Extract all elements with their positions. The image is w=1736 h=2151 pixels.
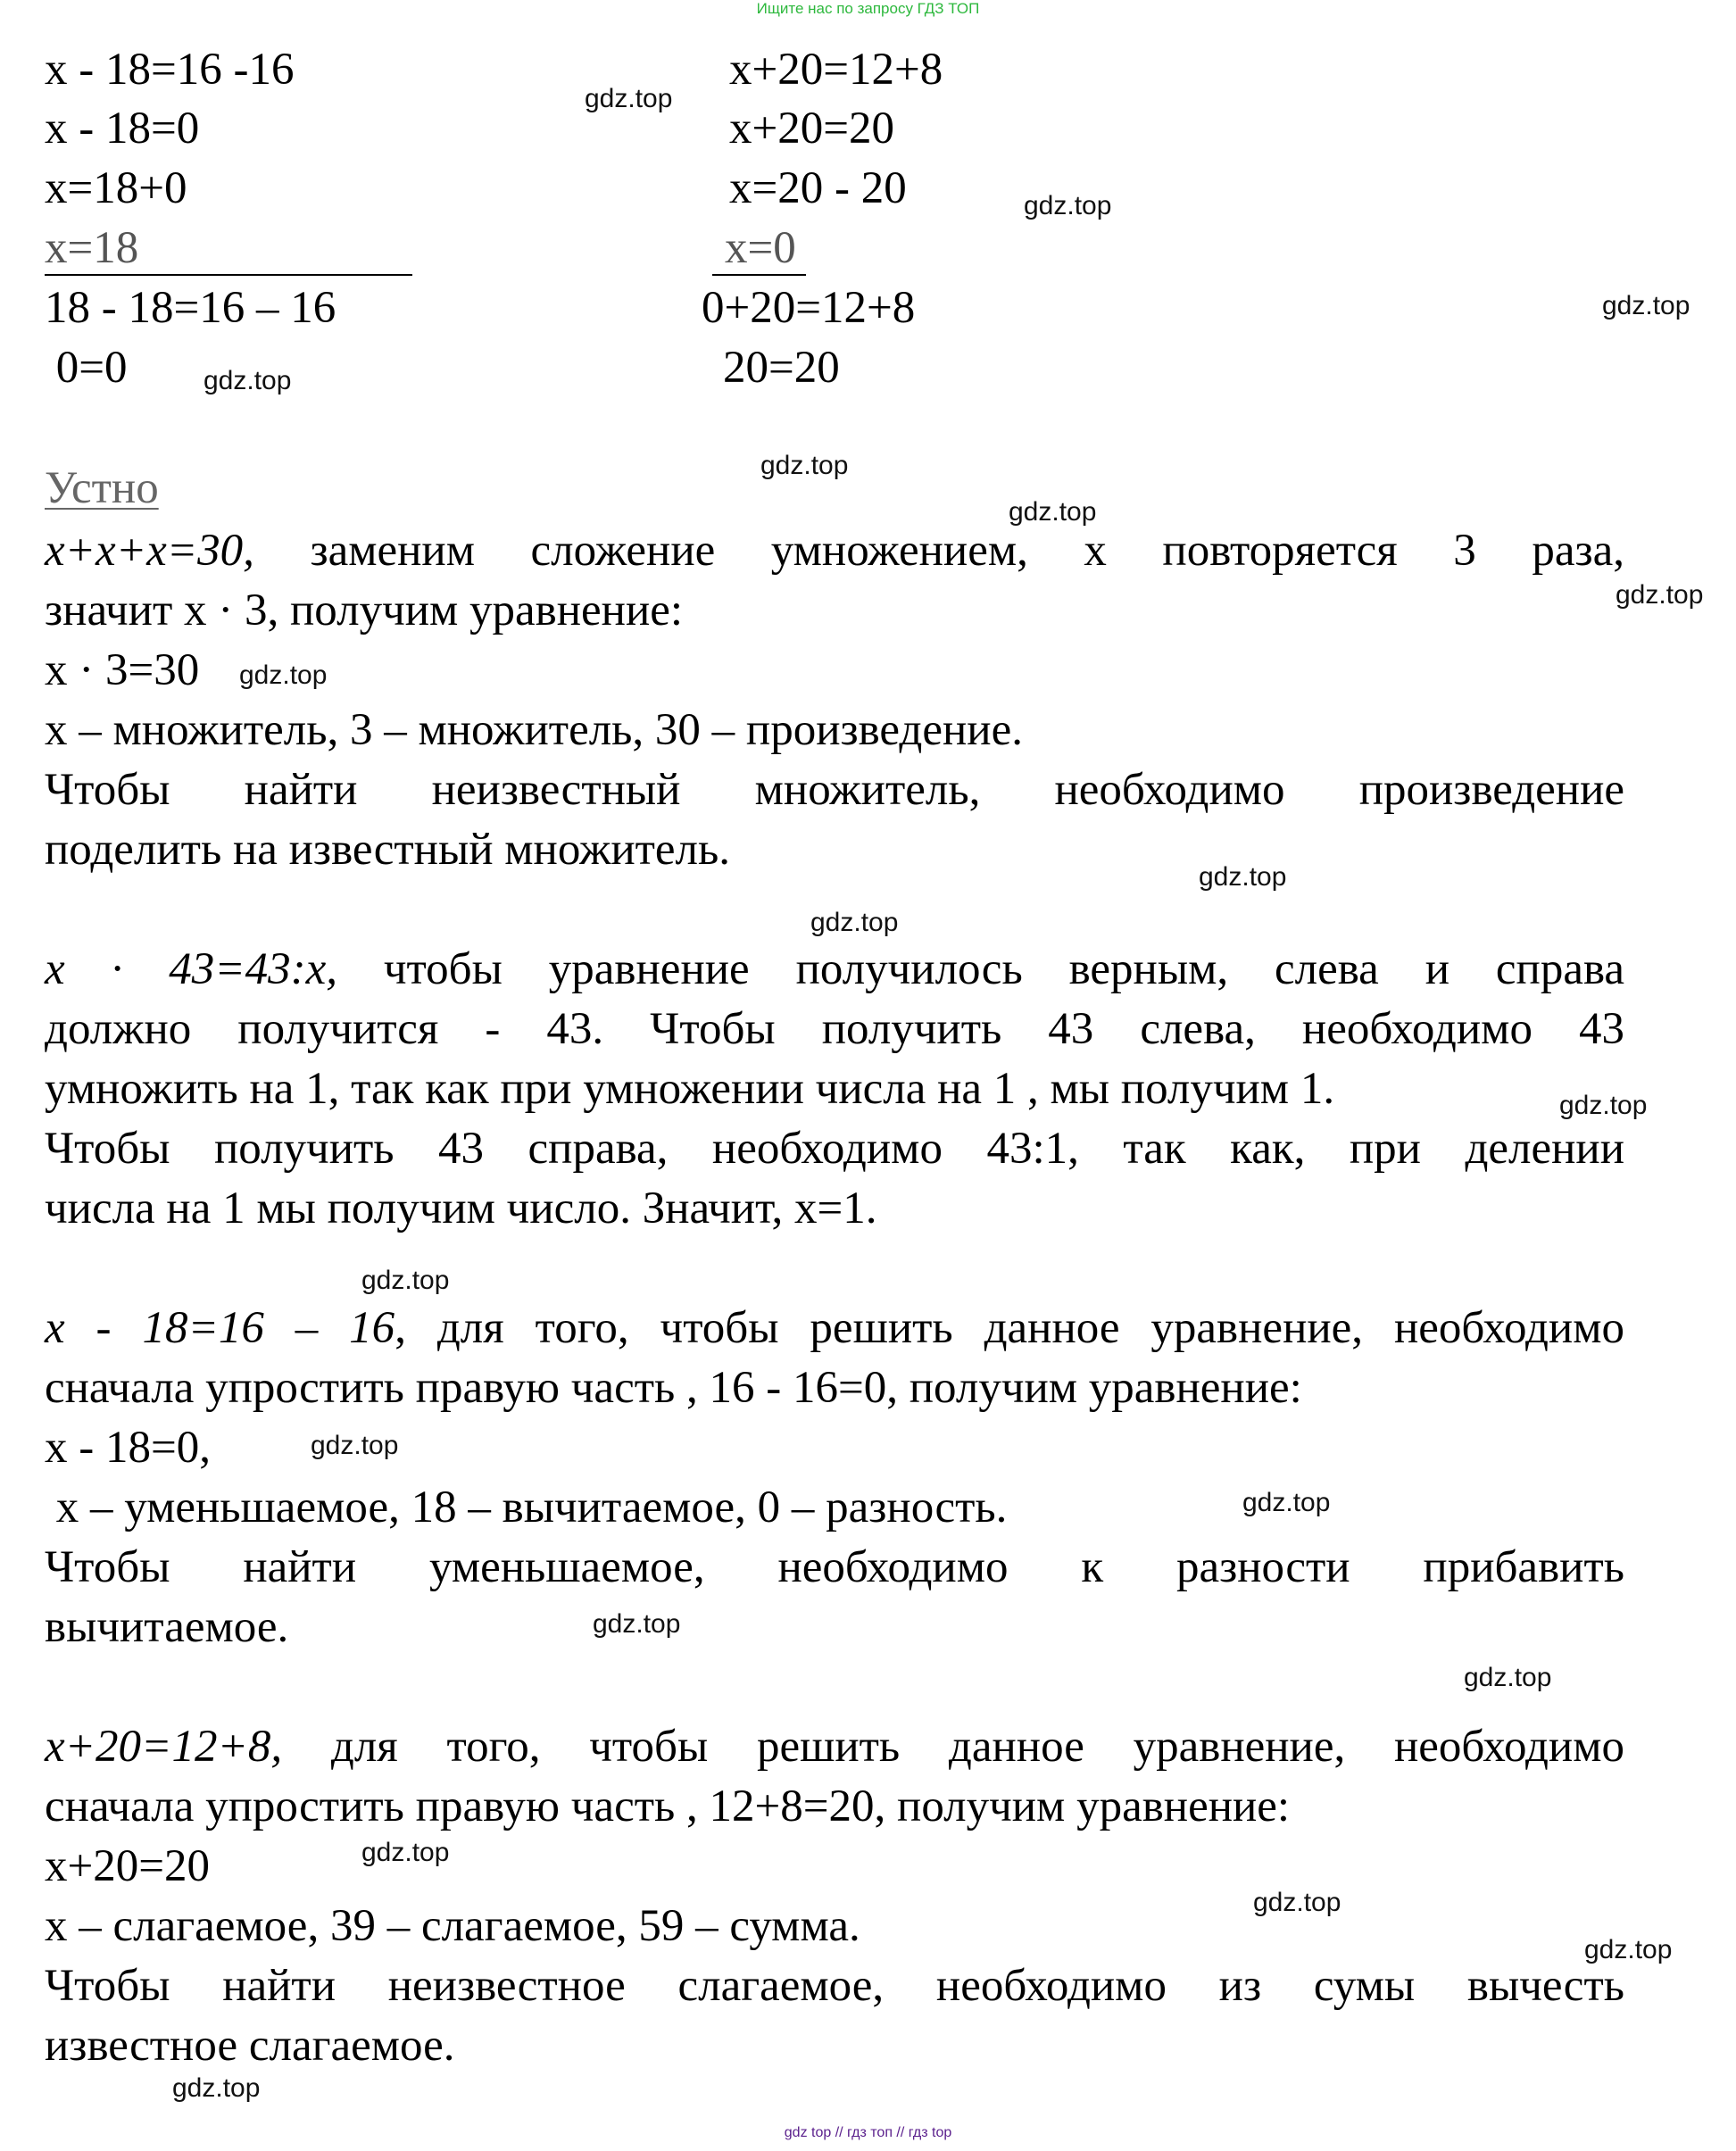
- block2-line2: должно получится - 43. Чтобы получить 43 слева, необходимо 43: [45, 1004, 1624, 1054]
- block4-line3: x+20=20: [45, 1841, 211, 1891]
- right-check-2: 20=20: [723, 343, 840, 393]
- right-eq-4: x=0: [725, 223, 796, 273]
- block3-expr: x - 18=16 – 16: [45, 1303, 395, 1353]
- block4-line1: [45, 1717, 1624, 1777]
- watermark: gdz.top: [361, 1838, 450, 1867]
- watermark: gdz.top: [311, 1431, 399, 1460]
- watermark: gdz.top: [1559, 1091, 1648, 1120]
- watermark: gdz.top: [172, 2073, 261, 2103]
- block2-line1-text: чтобы уравнение получилось верным, слева и справа: [337, 944, 1625, 994]
- block1-line3: x · 3=30: [45, 645, 200, 695]
- left-eq-3: x=18+0: [45, 163, 187, 213]
- block3-line5: Чтобы найти уменьшаемое, необходимо к разности прибавить: [45, 1542, 1624, 1592]
- block1-expr: x+x+x=30,: [45, 526, 254, 576]
- watermark: gdz.top: [1464, 1663, 1552, 1692]
- left-eq-1: x - 18=16 -16: [45, 45, 295, 95]
- watermark: gdz.top: [1253, 1888, 1341, 1917]
- watermark: gdz.top: [204, 366, 292, 395]
- block1-line5: Чтобы найти неизвестный множитель, необходимо произведение: [45, 765, 1624, 815]
- watermark: gdz.top: [1242, 1488, 1331, 1517]
- block4-expr: x+20=12+8,: [45, 1722, 283, 1772]
- block2-line3: умножить на 1, так как при умножении числа на 1 , мы получим 1.: [45, 1064, 1335, 1114]
- watermark: gdz.top: [1602, 291, 1690, 320]
- block3-line1: [45, 1299, 1624, 1358]
- block2-line5: числа на 1 мы получим число. Значит, x=1.: [45, 1183, 877, 1233]
- left-check-2: 0=0: [45, 343, 128, 393]
- watermark: gdz.top: [1009, 497, 1097, 527]
- watermark: gdz.top: [760, 451, 849, 480]
- left-underline: [45, 274, 412, 276]
- block1-line6: поделить на известный множитель.: [45, 825, 730, 875]
- block4-line5: Чтобы найти неизвестное слагаемое, необходимо из сумы вычесть: [45, 1961, 1624, 2011]
- block1-line4: x – множитель, 3 – множитель, 30 – произведение.: [45, 705, 1023, 755]
- watermark: gdz.top: [239, 660, 328, 690]
- right-eq-1: x+20=12+8: [729, 45, 943, 95]
- block4-line4: x – слагаемое, 39 – слагаемое, 59 – сумма.: [45, 1901, 860, 1951]
- top-banner[interactable]: Ищите нас по запросу ГДЗ ТОП: [756, 0, 980, 17]
- left-eq-2: x - 18=0: [45, 104, 200, 154]
- block3-line1-text: , для того, чтобы решить данное уравнение, необходимо: [395, 1303, 1624, 1353]
- watermark: gdz.top: [810, 908, 899, 937]
- block2-line1: [45, 940, 1624, 1000]
- block4-line6: известное слагаемое.: [45, 2021, 455, 2071]
- watermark: gdz.top: [1024, 191, 1112, 220]
- block2-line4: Чтобы получить 43 справа, необходимо 43:1, так как, при делении: [45, 1124, 1624, 1174]
- section-title: Устно: [45, 463, 159, 513]
- right-eq-3: x=20 - 20: [729, 163, 907, 213]
- block4-line2: сначала упростить правую часть , 12+8=20, получим уравнение:: [45, 1781, 1291, 1831]
- block1-line2: значит x · 3, получим уравнение:: [45, 586, 684, 635]
- watermark: gdz.top: [593, 1609, 681, 1639]
- block3-line2: сначала упростить правую часть , 16 - 16=0, получим уравнение:: [45, 1363, 1302, 1413]
- block3-line6: вычитаемое.: [45, 1602, 289, 1652]
- watermark: gdz.top: [585, 84, 673, 113]
- block3-line3: x - 18=0,: [45, 1423, 211, 1473]
- watermark: gdz.top: [1584, 1935, 1673, 1964]
- left-check-1: 18 - 18=16 – 16: [45, 283, 336, 333]
- watermark: gdz.top: [361, 1266, 450, 1295]
- block4-line1-text: для того, чтобы решить данное уравнение, необходимо: [282, 1722, 1624, 1772]
- right-check-1: 0+20=12+8: [702, 283, 916, 333]
- right-underline: [712, 274, 806, 276]
- watermark: gdz.top: [1199, 862, 1287, 892]
- watermark: gdz.top: [1616, 580, 1704, 610]
- block2-expr: x · 43=43:x,: [45, 944, 337, 994]
- block1-line1: [45, 521, 1624, 581]
- bottom-footer[interactable]: gdz top // гдз топ // гдз top: [784, 2125, 952, 2140]
- left-eq-4: x=18: [45, 223, 139, 273]
- block3-line4: x – уменьшаемое, 18 – вычитаемое, 0 – разность.: [45, 1482, 1008, 1532]
- right-eq-2: x+20=20: [729, 104, 895, 154]
- block1-line1-text: заменим сложение умножением, x повторяется 3 раза,: [253, 526, 1624, 576]
